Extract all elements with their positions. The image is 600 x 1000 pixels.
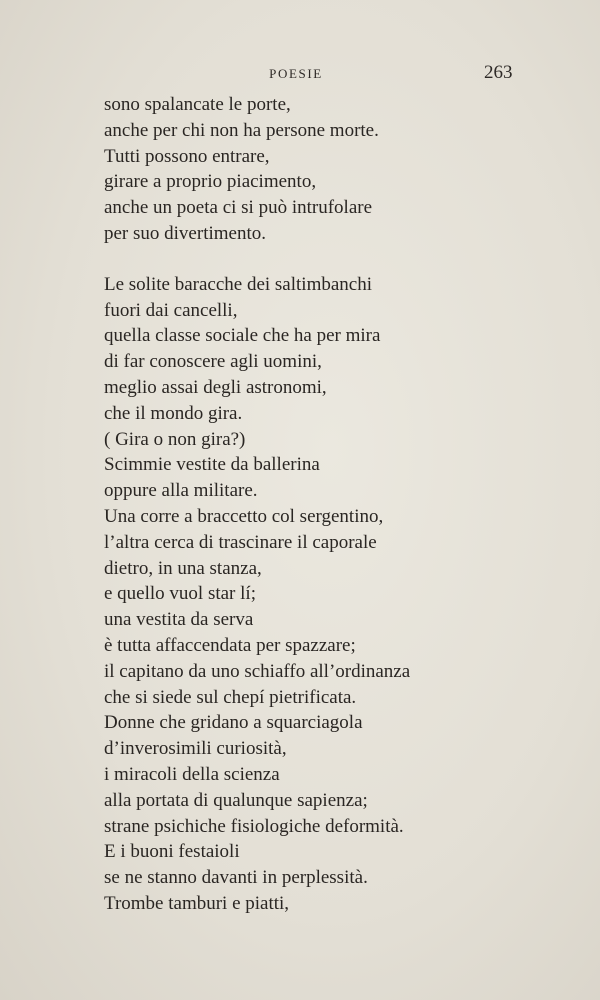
poem-line: di far conoscere agli uomini,: [104, 351, 322, 373]
poem-line: meglio assai degli astronomi,: [104, 376, 327, 398]
poem-line: se ne stanno davanti in perplessità.: [104, 867, 368, 889]
poem-line: Scimmie vestite da ballerina: [104, 454, 320, 476]
stanza-1: [104, 92, 574, 247]
poem-line: anche per chi non ha persone morte.: [104, 119, 379, 141]
poem-line: sono spalancate le porte,: [104, 94, 291, 115]
poem-line: Trombe tamburi e piatti,: [104, 892, 290, 914]
poem-line: E i buoni festaioli: [104, 841, 240, 863]
stanza-2: [104, 272, 574, 917]
poem-line: girare a proprio piacimento,: [104, 171, 317, 193]
poem-line: alla portata di qualunque sapienza;: [104, 789, 368, 811]
poem-line: Una corre a braccetto col sergentino,: [104, 505, 384, 527]
poem-line: Donne che gridano a squarciagola: [104, 712, 363, 734]
running-title: POESIE: [269, 66, 323, 81]
page-number: 263: [484, 62, 513, 83]
poem-line: dietro, in una stanza,: [104, 557, 262, 579]
poem-line: i miracoli della scienza: [104, 763, 280, 785]
poem-line: per suo divertimento.: [104, 222, 266, 244]
poem-line: una vestita da serva: [104, 609, 254, 631]
poem-line: quella classe sociale che ha per mira: [104, 325, 381, 347]
poem-line: Tutti possono entrare,: [104, 145, 270, 167]
poem-line: Le solite baracche dei saltimbanchi: [104, 273, 372, 295]
poem-line: è tutta affaccendata per spazzare;: [104, 634, 356, 656]
poem-line: il capitano da uno schiaffo all’ordinanza: [104, 660, 411, 682]
poem-line: e quello vuol star lí;: [104, 583, 256, 605]
poem-line: l’altra cerca di trascinare il caporale: [104, 531, 377, 553]
poem-line: oppure alla militare.: [104, 480, 258, 502]
poem-text: [104, 92, 574, 917]
poem-line: d’inverosimili curiosità,: [104, 738, 287, 760]
poem-line: ( Gira o non gira?): [104, 428, 246, 450]
poem-line: fuori dai cancelli,: [104, 299, 238, 321]
poem-line: strane psichiche fisiologiche deformità.: [104, 815, 404, 837]
poem-line: che il mondo gira.: [104, 402, 243, 424]
poem-line: che si siede sul chepí pietrificata.: [104, 686, 357, 708]
poem-line: anche un poeta ci si può intrufolare: [104, 197, 373, 219]
